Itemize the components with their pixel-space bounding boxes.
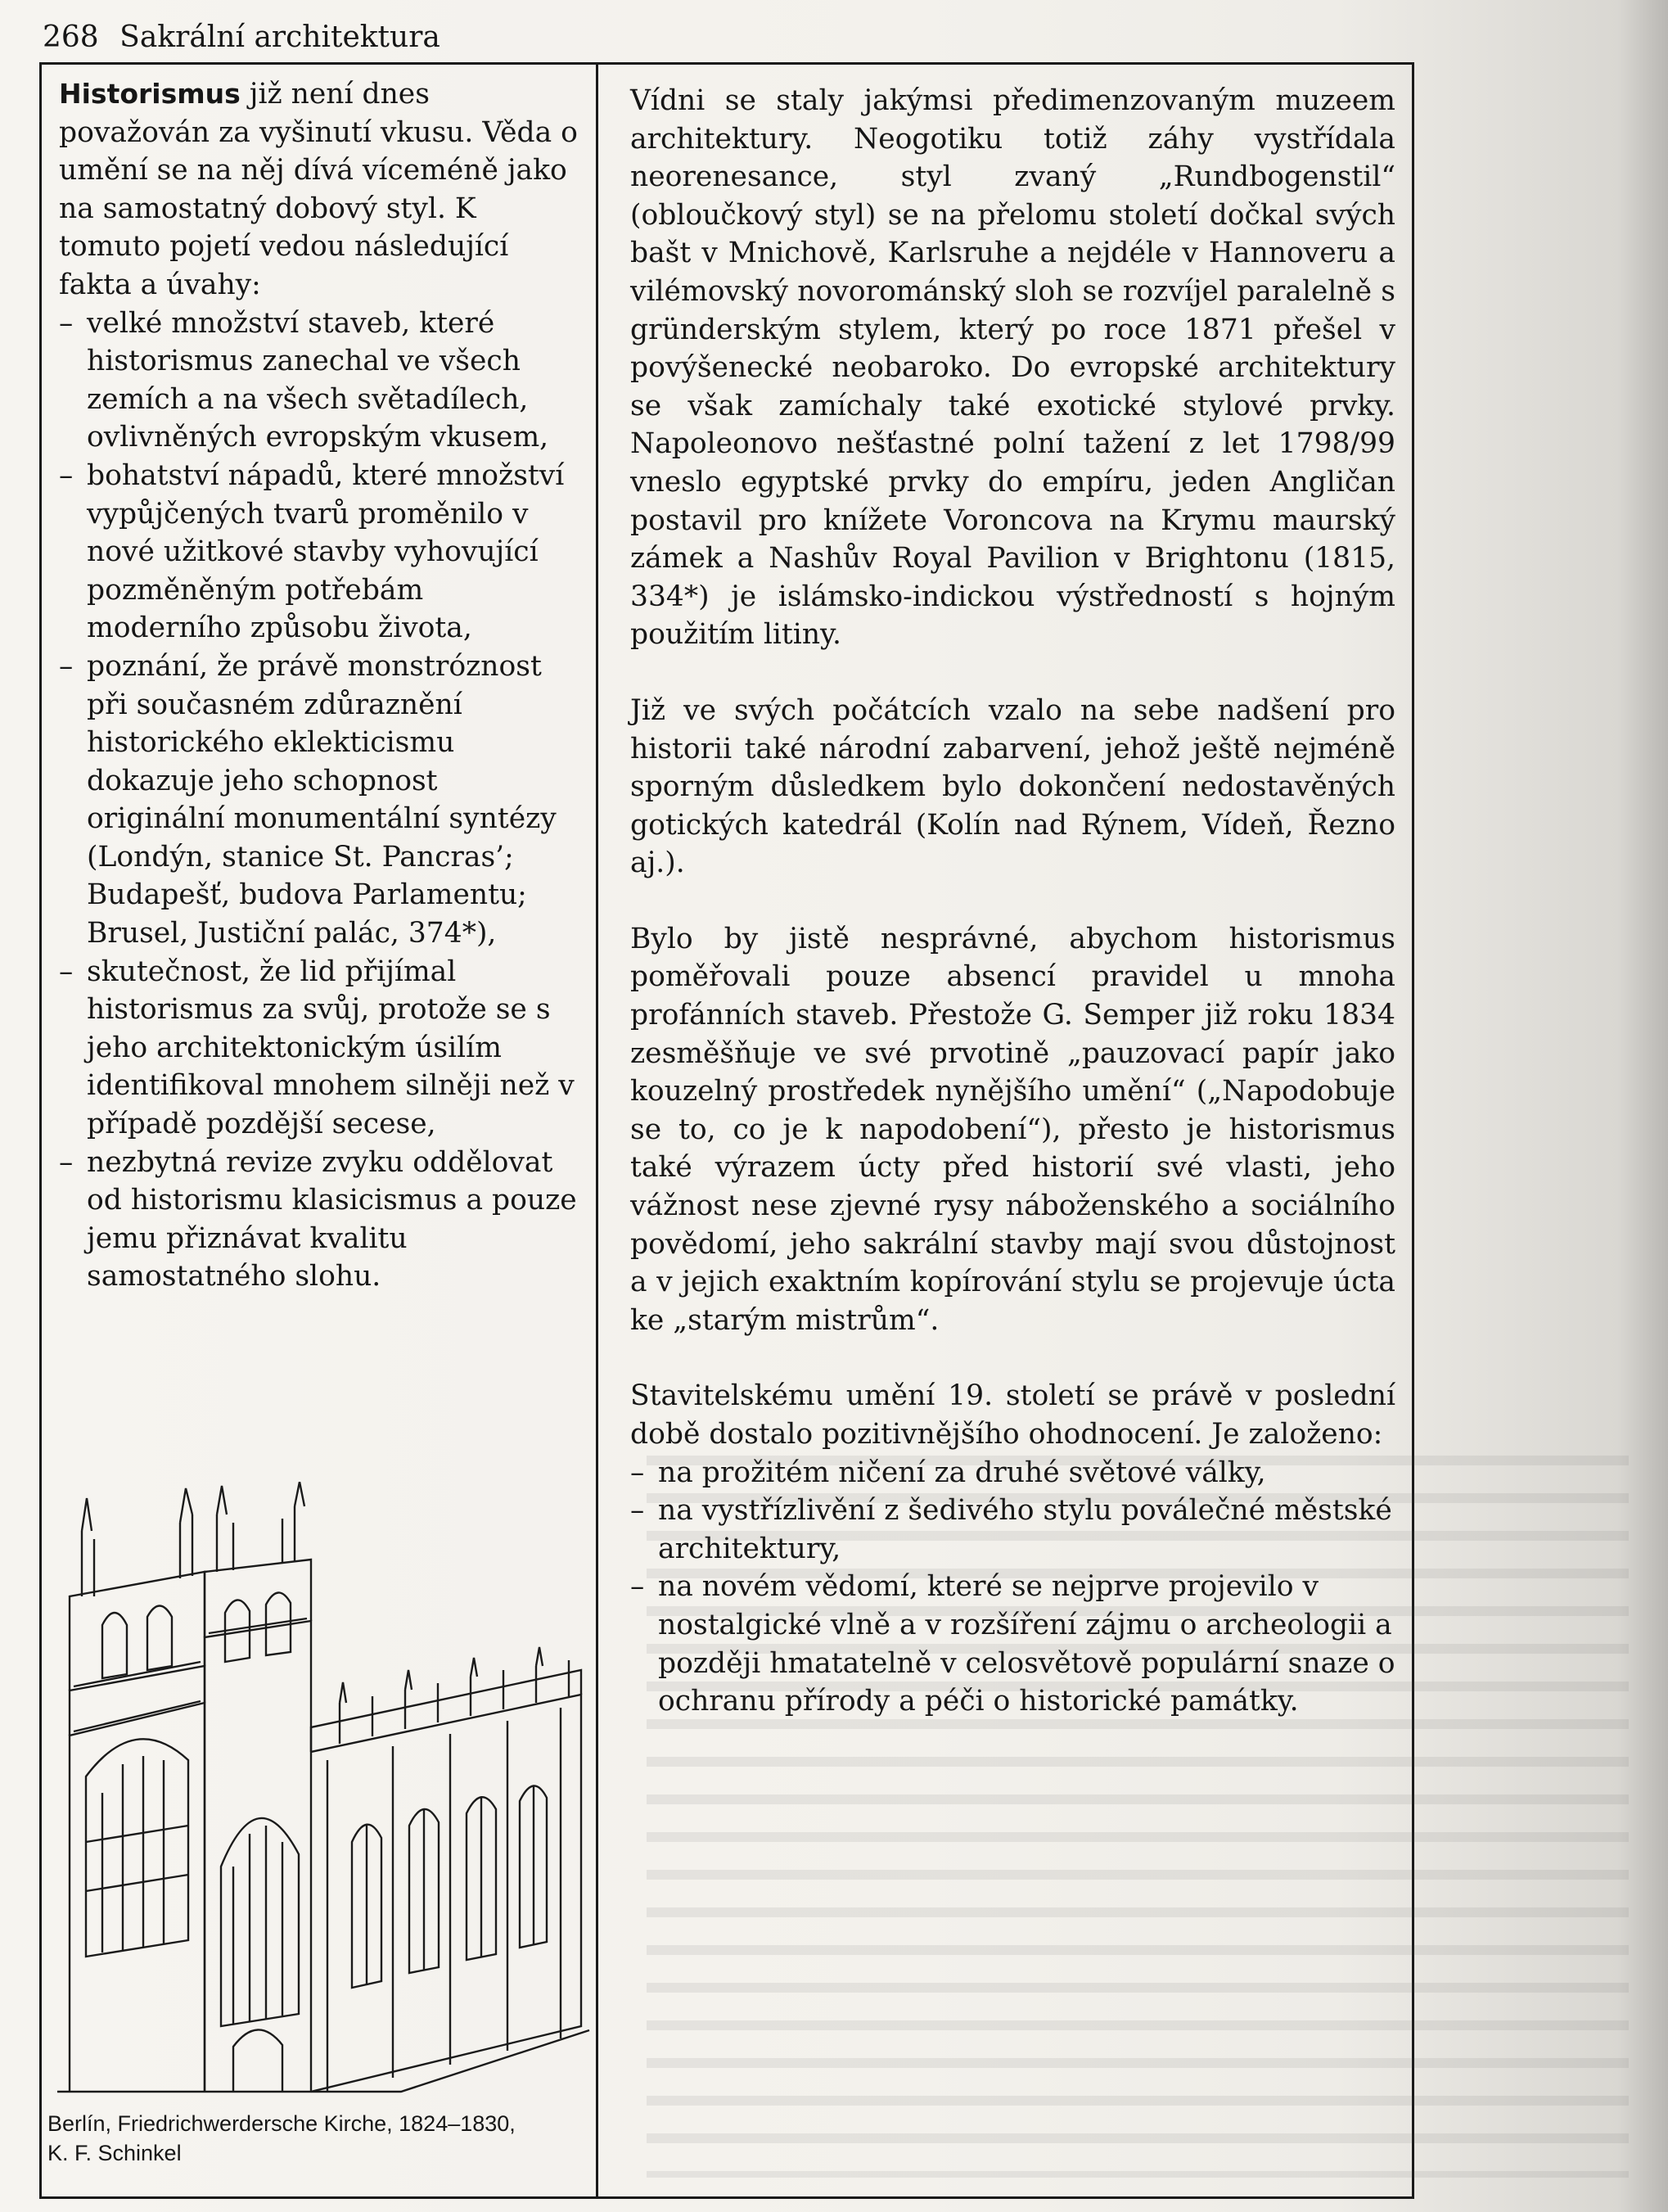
page-number: 268 <box>43 20 99 54</box>
list-item-text: bohatství nápadů, které množství vypůjčených tvarů proměnilo v nové užitkové stavby vyhovující pozměněným potřebám moderního způsobu života, <box>87 458 565 645</box>
list-item <box>59 648 583 953</box>
section-title: Sakrální architektura <box>119 20 440 54</box>
church-illustration <box>57 1482 597 2104</box>
dash-marker: – <box>630 1494 645 1528</box>
paragraph: Již ve svých počátcích vzalo na sebe nadšení pro historii také národní zabarvení, jehož ještě nejméně sporným důsledkem bylo dokončení nedostavěných gotických katedrál (Kolín nad Rýnem, Vídeň, Řezno aj.). <box>630 693 1395 880</box>
dash-marker: – <box>630 1456 645 1489</box>
list-item <box>59 305 583 457</box>
show-through-texture <box>647 1441 1629 2178</box>
caption-line: K. F. Schinkel <box>47 2141 182 2165</box>
dash-marker: – <box>59 458 74 492</box>
paragraph: Stavitelskému umění 19. století se právě v poslední době dostalo pozitivnějšího ohodnocení. Je založeno: <box>630 1379 1395 1451</box>
dash-marker: – <box>59 649 74 683</box>
list-item <box>59 953 583 1144</box>
list-item-text: na novém vědomí, které se nejprve projevilo v nostalgické vlně a v rozšíření zájmu o archeologii a později hmatatelně v celosvětově populární snaze o ochranu přírody a péči o historické památky. <box>658 1570 1395 1718</box>
list-item-text: na vystřízlivění z šedivého stylu poválečné městské architektury, <box>658 1494 1392 1565</box>
dash-marker: – <box>59 955 74 988</box>
list-item-text: poznání, že právě monstróznost při současném zdůraznění historického eklekticismu dokazuje jeho schopnost originální monumentální syntézy (Londýn, stanice St. Pancras’; Budapešť, budova Parlamentu; Brusel, Justiční palác, 374*), <box>87 649 557 950</box>
intro-paragraph <box>59 75 583 305</box>
church-drawing <box>57 1482 597 2104</box>
list-item-text: velké množství staveb, které historismus zanechal ve všech zemích a na všech světadílech, ovlivněných evropským vkusem, <box>87 306 549 454</box>
figure-caption <box>47 2109 588 2168</box>
list-item-text: skutečnost, že lid přijímal historismus za svůj, protože se s jeho architektonickým úsilím identifikoval mnohem silněji než v případě pozdější secese, <box>87 955 575 1141</box>
caption-line: Berlín, Friedrichwerdersche Kirche, 1824–1830, <box>47 2111 516 2136</box>
dash-marker: – <box>59 1145 74 1179</box>
paragraph: Vídni se staly jakýmsi předimenzovaným muzeem architektury. Neogotiku totiž záhy vystřídala neorenesance, styl zvaný „Rundbogenstil“ (obloučkový styl) se na přelomu století dočkal svých bašt v Mnichově, Karlsruhe a nejdéle v Hannoveru a vilémovský novorománský sloh se rozvíjel paralelně s gründerským stylem, který po roce 1871 přešel v povýšenecké neobaroko. Do evropské architektury se však zamíchaly také exotické stylové prvky. Napoleonovo nešťastné polní tažení z let 1798/99 vneslo egyptské prvky do empíru, jeden Angličan postavil pro knížete Voroncova na Krymu maurský zámek a Nashův Royal Pavilion v Brightonu (1815, 334*) je islámsko-indickou výstředností s hojným použitím litiny. <box>630 84 1395 652</box>
paragraph: Bylo by jistě nesprávné, abychom historismus poměřovali pouze absencí pravidel u mnoha profánních staveb. Přestože G. Semper již roku 1834 zesměšňuje ve své prvotině „pauzovací papír jako kouzelný prostředek nynějšího umění“ („Napodobuje se to, co je k napodobení“), přesto je historismus také výrazem úcty před historií své vlasti, jeho vážnost nese zjevné rysy náboženského a sociálního povědomí, jeho sakrální stavby mají svou důstojnost a v jejich exaktním kopírování stylu se projevuje úcta ke „starým mistrům“. <box>630 922 1395 1337</box>
list-item <box>59 1144 583 1296</box>
list-item-text: na prožitém ničení za druhé světové války, <box>658 1456 1266 1489</box>
page-header <box>43 18 440 57</box>
intro-text: již není dnes považován za vyšinutí vkusu. Věda o umění se na něj dívá víceméně jako na samostatný dobový styl. K tomuto pojetí vedou následující fakta a úvahy: <box>59 78 578 301</box>
dash-marker: – <box>59 306 74 340</box>
left-column <box>59 75 583 1296</box>
dash-marker: – <box>630 1570 645 1604</box>
list-item-text: nezbytná revize zvyku oddělovat od historismu klasicismus a pouze jemu přiznávat kvalitu samostatného slohu. <box>87 1145 577 1293</box>
fact-list <box>59 305 583 1296</box>
intro-term: Historismus <box>59 78 241 110</box>
list-item <box>59 457 583 648</box>
